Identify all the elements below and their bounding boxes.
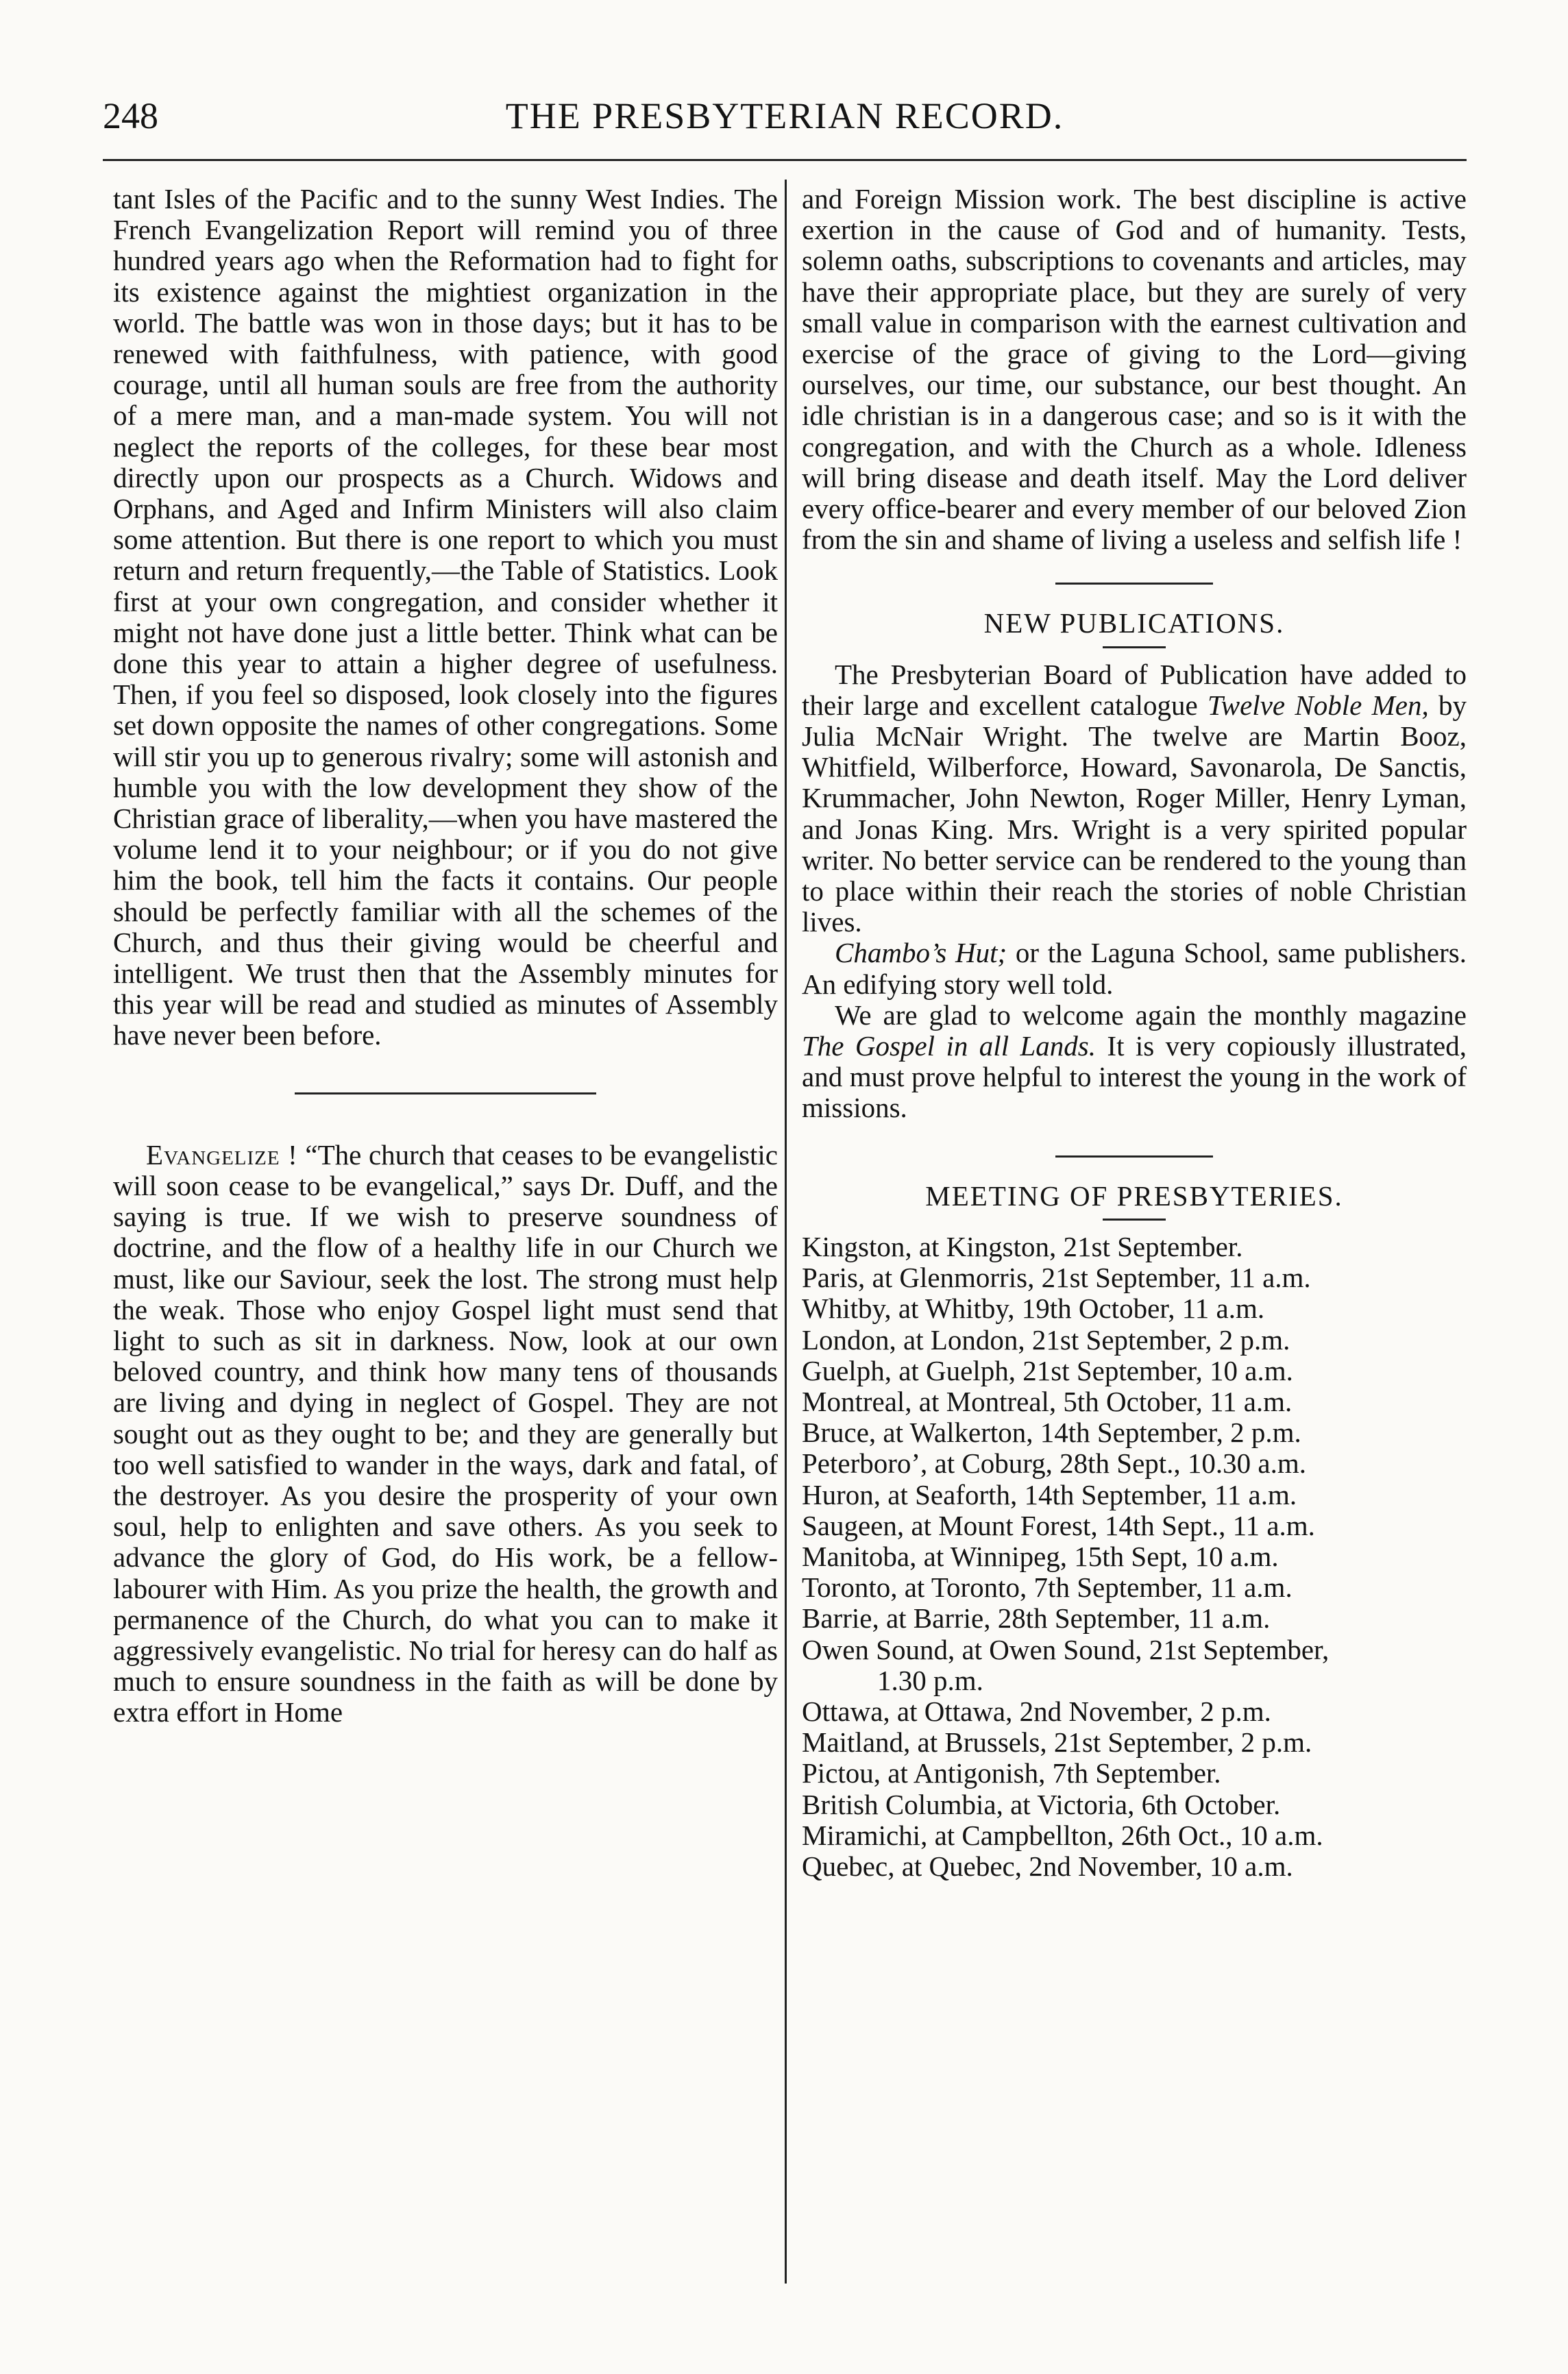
header-rule bbox=[103, 159, 1467, 161]
meeting-item: Bruce, at Walkerton, 14th September, 2 p.m. bbox=[802, 1417, 1301, 1449]
meeting-item: Saugeen, at Mount Forest, 14th Sept., 11 a.m. bbox=[802, 1509, 1315, 1541]
meeting-item: Toronto, at Toronto, 7th September, 11 a.m. bbox=[802, 1571, 1293, 1604]
meeting-item: Pictou, at Antigonish, 7th September. bbox=[802, 1757, 1221, 1789]
heading-rule bbox=[1103, 1219, 1166, 1221]
meeting-item: Whitby, at Whitby, 19th October, 11 a.m. bbox=[802, 1293, 1265, 1325]
publication-title: Twelve Noble Men, bbox=[1208, 689, 1429, 721]
page-header bbox=[103, 95, 1467, 149]
evangelize-lead: Evangelize ! bbox=[146, 1138, 298, 1171]
publication-text: We are glad to welcome again the monthly magazine bbox=[835, 999, 1467, 1031]
publication-text: by Julia McNair Wright. The twelve are Martin Booz, Whitfield, Wilberforce, Howard, Savonarola, De Sanctis, Krummacher, John Newton, Roger Miller, Henry Lyman, and Jonas King. Mrs. Wright is a very spirited popular writer. No better service can be rendered to the young than to place within their reach the stories of noble Christian lives. bbox=[802, 689, 1467, 938]
assembly-minutes-paragraph: tant Isles of the Pacific and to the sunny West Indies. The French Evangelization Report will remind you of three hundred years ago when the Reformation had to fight for its existence against the mightiest organization in the world. The battle was won in those days; but it has to be renewed with faithfulness, with patience, with good courage, until all human souls are free from the authority of a mere man, and a man-made system. You will not neglect the reports of the colleges, for these bear most directly upon our prospects as a Church. Widows and Orphans, and Aged and Infirm Ministers will also claim some attention. But there is one report to which you must return and return frequently,—the Table of Statistics. Look first at your own congregation, and consider whether it might not have done just a little better. Think what can be done this year to attain a higher degree of usefulness. Then, if you feel so disposed, look closely into the figures set down opposite the names of other congregations. Some will stir you up to generous rivalry; some will astonish and humble you with the low development they show of the Christian grace of liberality,—when you have mastered the volume lend it to your neighbour; or if you do not give him the book, tell him the facts it contains. Our people should be perfectly familiar with all the schemes of the Church, and thus their giving would be cheerful and intelligent. We trust then that the Assembly minutes for this year will be read and studied as minutes of Assembly have never been before. bbox=[113, 183, 778, 1051]
meeting-item: Quebec, at Quebec, 2nd November, 10 a.m. bbox=[802, 1850, 1293, 1882]
meeting-item-continuation: 1.30 p.m. bbox=[877, 1664, 983, 1696]
publication-title: The Gospel in all Lands. bbox=[802, 1030, 1097, 1062]
meeting-item: Guelph, at Guelph, 21st September, 10 a.m. bbox=[802, 1354, 1293, 1386]
page-number: 248 bbox=[103, 95, 158, 136]
meeting-item: Paris, at Glenmorris, 21st September, 11 a.m. bbox=[802, 1262, 1311, 1294]
meeting-item: Montreal, at Montreal, 5th October, 11 a.m. bbox=[802, 1385, 1293, 1417]
publication-paragraph bbox=[802, 1000, 1467, 1124]
meeting-item: Owen Sound, at Owen Sound, 21st September, bbox=[802, 1633, 1330, 1665]
meeting-item: Ottawa, at Ottawa, 2nd November, 2 p.m. bbox=[802, 1695, 1271, 1727]
publication-paragraph bbox=[802, 938, 1467, 999]
meetings-list bbox=[802, 1232, 1467, 1882]
meetings-heading: MEETING OF PRESBYTERIES. bbox=[925, 1179, 1343, 1212]
evangelize-paragraph bbox=[113, 1140, 778, 1728]
meeting-item: Huron, at Seaforth, 14th September, 11 a.m. bbox=[802, 1478, 1297, 1510]
heading-rule bbox=[1103, 646, 1166, 648]
meeting-item: Barrie, at Barrie, 28th September, 11 a.m. bbox=[802, 1602, 1271, 1635]
new-publications-heading: NEW PUBLICATIONS. bbox=[983, 607, 1285, 639]
right-column bbox=[802, 184, 1467, 1882]
meeting-item: London, at London, 21st September, 2 p.m. bbox=[802, 1323, 1290, 1356]
left-column bbox=[113, 184, 778, 1728]
section-rule bbox=[295, 1092, 596, 1094]
section-rule bbox=[1055, 1155, 1213, 1158]
meeting-item: Peterboro’, at Coburg, 28th Sept., 10.30 a.m. bbox=[802, 1447, 1307, 1480]
publication-text: It is very copiously illustrated, and must prove helpful to interest the young in the work of missions. bbox=[802, 1030, 1467, 1124]
meeting-item: Miramichi, at Campbellton, 26th Oct., 10 a.m. bbox=[802, 1819, 1323, 1851]
meeting-item: British Columbia, at Victoria, 6th October. bbox=[802, 1788, 1281, 1820]
publication-text: or the Laguna School, same publishers. An edifying story well told. bbox=[802, 937, 1467, 1000]
running-title: THE PRESBYTERIAN RECORD. bbox=[505, 95, 1064, 136]
meeting-item: Maitland, at Brussels, 21st September, 2 p.m. bbox=[802, 1726, 1312, 1759]
mission-work-paragraph: and Foreign Mission work. The best discipline is active exertion in the cause of God and of humanity. Tests, solemn oaths, subscriptions to covenants and articles, may have their appropriate place, but they are surely of very small value in comparison with the earnest cultivation and exercise of the grace of giving to the Lord—giving ourselves, our time, our substance, our best thought. An idle christian is in a dangerous case; and so is it with the congregation, and with the Church as a whole. Idleness will bring disease and death itself. May the Lord deliver every office-bearer and every member of our beloved Zion from the sin and shame of living a useless and selfish life ! bbox=[802, 183, 1467, 556]
publication-paragraph bbox=[802, 659, 1467, 938]
publication-text: The Presbyterian Board of Publication have added to their large and excellent catalogue bbox=[802, 658, 1467, 721]
meeting-item: Kingston, at Kingston, 21st September. bbox=[802, 1230, 1243, 1262]
publication-title: Chambo’s Hut; bbox=[835, 937, 1007, 969]
column-divider bbox=[785, 180, 787, 2284]
meeting-item: Manitoba, at Winnipeg, 15th Sept, 10 a.m. bbox=[802, 1540, 1279, 1572]
evangelize-body: “The church that ceases to be evangelistic will soon cease to be evangelical,” says Dr. Duff, and the saying is true. If we wish to preserve soundness of doctrine, and the flow of a healthy life in our Church we must, like our Saviour, seek the lost. The strong must help the weak. Those who enjoy Gospel light must send that light to such as sit in darkness. Now, look at our own beloved country, and think how many tens of thousands are living and dying in neglect of Gospel. They are not sought out as they ought to be; and they are generally but too well satisfied to wander in the ways, dark and fatal, of the destroyer. As you desire the prosperity of your own soul, help to enlighten and save others. As you seek to advance the glory of God, do His work, be a fellow-labourer with Him. As you prize the health, the growth and permanence of the Church, do what you can to make it aggressively evangelistic. No trial for heresy can do half as much to ensure soundness in the faith as will be done by extra effort in Home bbox=[113, 1138, 779, 1728]
section-rule bbox=[1055, 583, 1213, 585]
